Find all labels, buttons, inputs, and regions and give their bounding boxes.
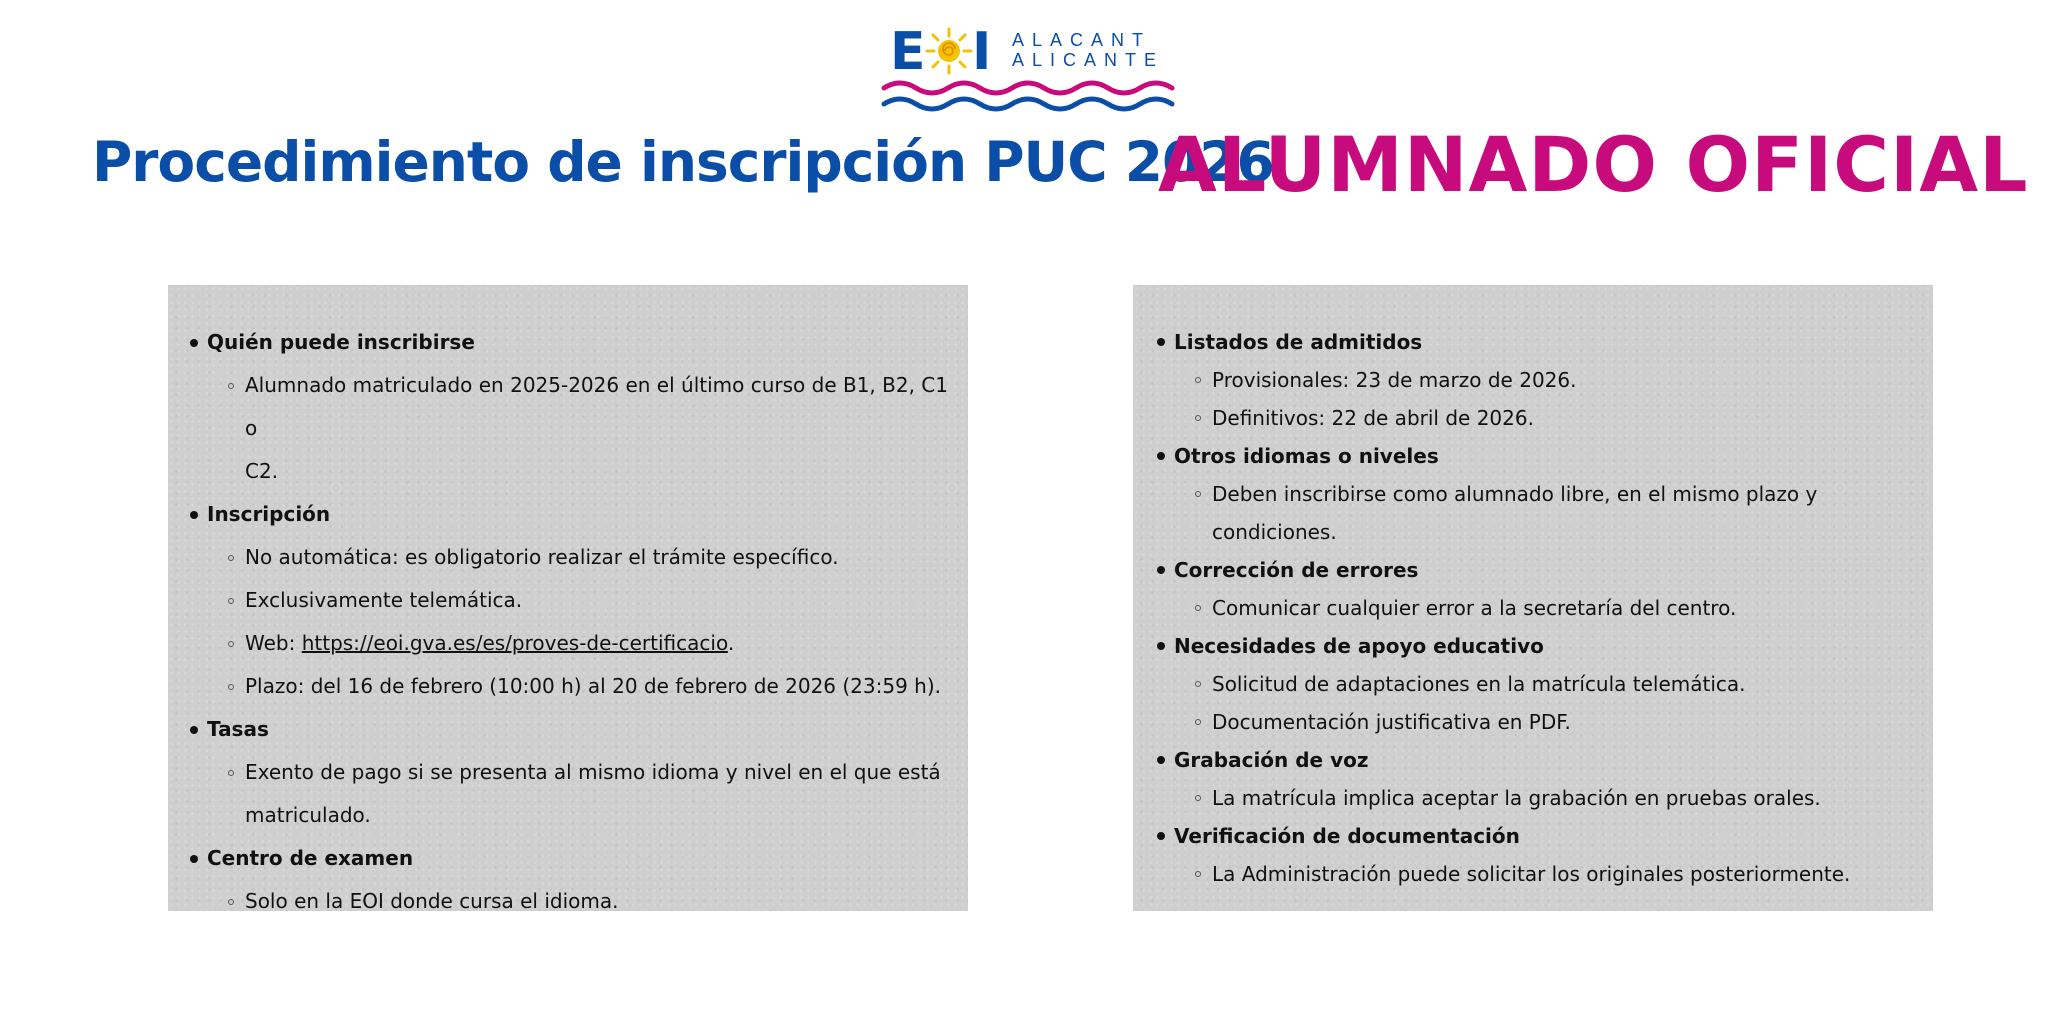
bullet-icon xyxy=(1157,338,1165,346)
section-heading: Otros idiomas o niveles xyxy=(1157,437,1923,475)
list-item: Deben inscribirse como alumnado libre, en el mismo plazo y condiciones. xyxy=(1157,475,1923,551)
bullet-icon xyxy=(190,855,198,863)
page-title: Procedimiento de inscripción PUC 2026 xyxy=(92,130,1274,194)
list-item: Solicitud de adaptaciones en la matrícula telemática. xyxy=(1157,665,1923,703)
sub-bullet-icon xyxy=(228,383,234,389)
sub-bullet-icon xyxy=(1195,795,1201,801)
sun-icon xyxy=(924,26,974,76)
list-item: Provisionales: 23 de marzo de 2026. xyxy=(1157,361,1923,399)
section-voice-recording xyxy=(1157,741,1923,817)
page-title-accent: ALUMNADO OFICIAL xyxy=(1158,120,2029,209)
list-item-continuation: C2. xyxy=(245,459,279,483)
logo-letter-e: E xyxy=(890,22,926,82)
list-item: Definitivos: 22 de abril de 2026. xyxy=(1157,399,1923,437)
list-item: Comunicar cualquier error a la secretaría del centro. xyxy=(1157,589,1923,627)
list-item: Solo en la EOI donde cursa el idioma. xyxy=(190,880,948,923)
logo-city-spanish: ALICANTE xyxy=(1012,50,1165,70)
sub-bullet-icon xyxy=(228,684,234,690)
sub-bullet-icon xyxy=(1195,415,1201,421)
logo-letter-i: I xyxy=(972,22,992,82)
section-admitted-lists xyxy=(1157,323,1923,437)
list-item: La Administración puede solicitar los originales posteriormente. xyxy=(1157,855,1923,893)
list-item: Exento de pago si se presenta al mismo idioma y nivel en el que está xyxy=(190,751,948,794)
sub-bullet-icon xyxy=(1195,377,1201,383)
bullet-icon xyxy=(1157,566,1165,574)
section-who-can-enroll xyxy=(190,321,948,493)
section-exam-center xyxy=(190,837,948,923)
section-other-languages xyxy=(1157,437,1923,551)
sub-bullet-icon xyxy=(1195,491,1201,497)
section-error-correction xyxy=(1157,551,1923,627)
eoi-logo xyxy=(880,14,1180,110)
sub-bullet-icon xyxy=(228,598,234,604)
list-item: Documentación justificativa en PDF. xyxy=(1157,703,1923,741)
certification-link[interactable]: https://eoi.gva.es/es/proves-de-certificacio xyxy=(301,631,728,655)
list-item-web xyxy=(190,622,948,665)
section-heading: Verificación de documentación xyxy=(1157,817,1923,855)
list-item: No automática: es obligatorio realizar el trámite específico. xyxy=(190,536,948,579)
list-item: Plazo: del 16 de febrero (10:00 h) al 20 de febrero de 2026 (23:59 h). xyxy=(190,665,948,708)
section-heading: Centro de examen xyxy=(190,837,948,880)
info-panel-right xyxy=(1133,285,1933,911)
section-registration xyxy=(190,493,948,708)
bullet-icon xyxy=(190,511,198,519)
section-support-needs xyxy=(1157,627,1923,741)
bullet-icon xyxy=(1157,452,1165,460)
section-heading: Inscripción xyxy=(190,493,948,536)
section-heading: Listados de admitidos xyxy=(1157,323,1923,361)
sub-bullet-icon xyxy=(1195,719,1201,725)
section-heading: Tasas xyxy=(190,708,948,751)
web-prefix: Web: xyxy=(245,631,302,655)
list-item: La matrícula implica aceptar la grabación en pruebas orales. xyxy=(1157,779,1923,817)
list-item: Exclusivamente telemática. xyxy=(190,579,948,622)
bullet-icon xyxy=(1157,756,1165,764)
sub-bullet-icon xyxy=(1195,605,1201,611)
list-item-continuation: matriculado. xyxy=(245,803,371,827)
bullet-icon xyxy=(1157,832,1165,840)
sub-bullet-icon xyxy=(228,641,234,647)
list-item: Alumnado matriculado en 2025-2026 en el último curso de B1, B2, C1 o xyxy=(190,364,948,450)
section-heading: Corrección de errores xyxy=(1157,551,1923,589)
section-fees xyxy=(190,708,948,837)
info-panel-left xyxy=(168,285,968,911)
sub-bullet-icon xyxy=(1195,681,1201,687)
logo-city-valencian: ALACANT xyxy=(1012,30,1152,50)
waves-icon xyxy=(880,72,1180,118)
sub-bullet-icon xyxy=(1195,871,1201,877)
bullet-icon xyxy=(190,339,198,347)
bullet-icon xyxy=(1157,642,1165,650)
section-heading: Necesidades de apoyo educativo xyxy=(1157,627,1923,665)
web-suffix: . xyxy=(727,631,735,655)
section-document-verification xyxy=(1157,817,1923,893)
sub-bullet-icon xyxy=(228,555,234,561)
sub-bullet-icon xyxy=(228,770,234,776)
sub-bullet-icon xyxy=(228,899,234,905)
section-heading: Quién puede inscribirse xyxy=(190,321,948,364)
section-heading: Grabación de voz xyxy=(1157,741,1923,779)
bullet-icon xyxy=(190,726,198,734)
